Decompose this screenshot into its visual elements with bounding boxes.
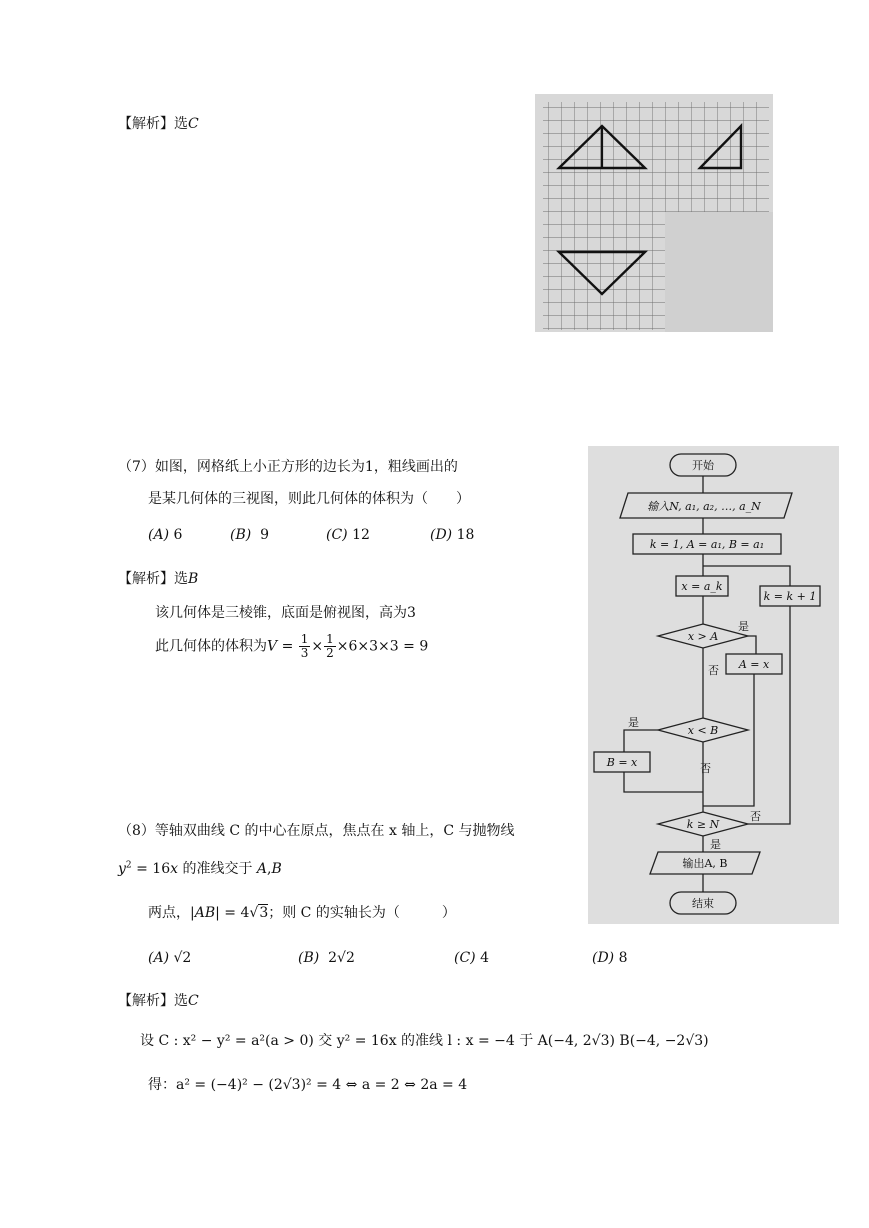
flowchart-figure bbox=[588, 446, 839, 924]
option-d: (D) 8 bbox=[592, 950, 628, 966]
question-8-line2: $y^2 = 16x$ 的准线交于 A,B bbox=[118, 860, 282, 877]
svg-text:开始: 开始 bbox=[692, 459, 714, 472]
question-7-line1: （7）如图，网格纸上小正方形的边长为1，粗线画出的 bbox=[118, 459, 458, 475]
solution-7-line1: 该几何体是三棱锥，底面是俯视图，高为3 bbox=[155, 605, 416, 621]
solution-answer: C bbox=[188, 116, 199, 132]
solution-8-line2: 得：a² = (−4)² − (2√3)² = 4 ⇔ a = 2 ⇔ 2a = 4 bbox=[148, 1077, 468, 1093]
svg-text:否: 否 bbox=[708, 664, 719, 677]
svg-text:B = x: B = x bbox=[606, 756, 638, 769]
solution-6 bbox=[118, 113, 199, 133]
svg-text:是: 是 bbox=[738, 620, 749, 633]
solution-7-line2: 此几何体的体积为V = $\frac{1}{3}$ × $\frac{1}{2}$ ×6×3×3 = 9 bbox=[155, 632, 429, 660]
solution-8: 【解析】选C bbox=[118, 993, 199, 1009]
solution-label: 【解析】选 bbox=[118, 116, 188, 132]
svg-text:结束: 结束 bbox=[692, 897, 714, 910]
question-8-line3: 两点，|AB| = 4√3；则 C 的实轴长为（ ） bbox=[148, 905, 456, 921]
svg-text:x < B: x < B bbox=[687, 724, 719, 737]
option-b: (B) 2√2 bbox=[298, 950, 355, 966]
option-c: (C) 12 bbox=[326, 527, 370, 543]
option-c: (C) 4 bbox=[454, 950, 490, 966]
option-a: (A) √2 bbox=[148, 950, 192, 966]
solution-8-line1: 设 C : x² − y² = a²(a > 0) 交 y² = 16x 的准线 l : x = −4 于 A(−4, 2√3) B(−4, −2√3) bbox=[140, 1033, 709, 1049]
svg-text:输出A, B: 输出A, B bbox=[682, 857, 728, 870]
svg-text:x = a_k: x = a_k bbox=[681, 580, 723, 593]
option-b: (B) 9 bbox=[230, 527, 270, 543]
three-view-grid bbox=[535, 94, 773, 332]
svg-text:否: 否 bbox=[700, 762, 711, 775]
question-8-line1: （8）等轴双曲线 C 的中心在原点，焦点在 x 轴上，C 与抛物线 bbox=[118, 823, 515, 839]
flowchart bbox=[588, 446, 839, 924]
svg-text:x > A: x > A bbox=[687, 630, 719, 643]
three-view-figure bbox=[535, 94, 773, 332]
svg-text:k ≥ N: k ≥ N bbox=[686, 818, 720, 831]
option-a: (A) 6 bbox=[148, 527, 183, 543]
svg-text:是: 是 bbox=[710, 838, 721, 851]
svg-text:是: 是 bbox=[628, 716, 639, 729]
svg-text:k = 1, A = a₁, B = a₁: k = 1, A = a₁, B = a₁ bbox=[649, 538, 765, 551]
svg-text:否: 否 bbox=[750, 810, 761, 823]
option-d: (D) 18 bbox=[430, 527, 475, 543]
solution-7: 【解析】选B bbox=[118, 571, 199, 587]
svg-text:输入N, a₁, a₂, …, a_N: 输入N, a₁, a₂, …, a_N bbox=[647, 500, 761, 513]
svg-text:A = x: A = x bbox=[738, 658, 770, 671]
svg-text:k = k + 1: k = k + 1 bbox=[763, 590, 817, 603]
question-7-line2: 是某几何体的三视图，则此几何体的体积为（ ） bbox=[148, 491, 470, 507]
